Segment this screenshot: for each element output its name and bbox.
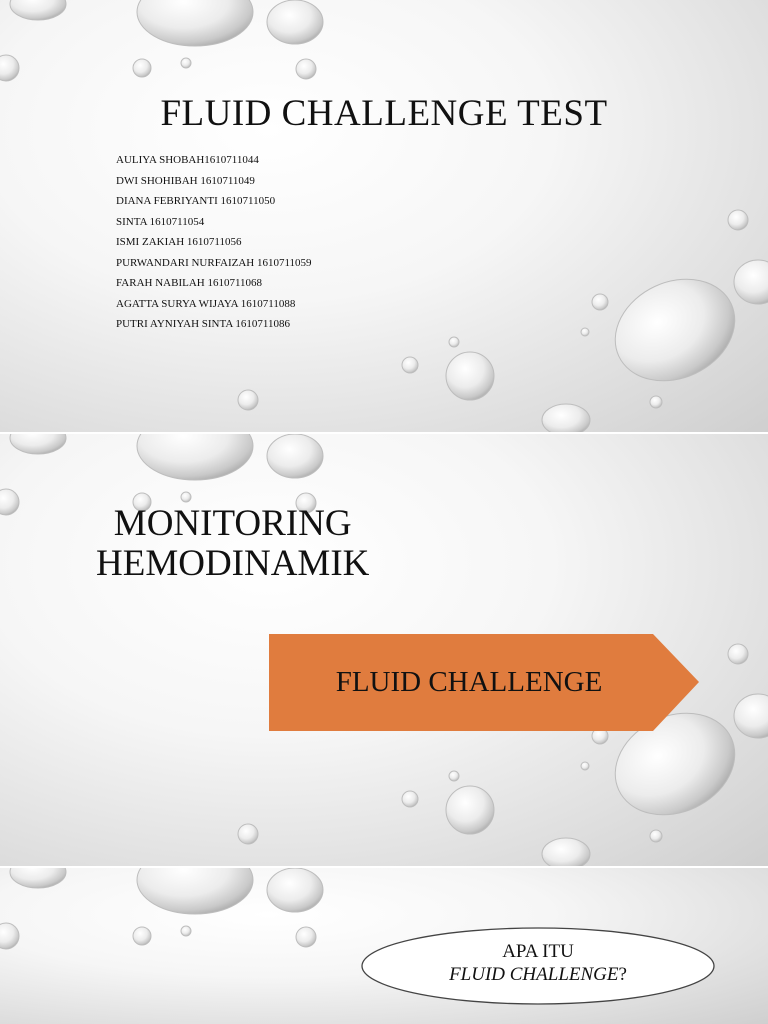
section-title-line: HEMODINAMIK: [96, 543, 370, 584]
bubble-italic: FLUID CHALLENGE: [449, 964, 619, 985]
member-item: ISMI ZAKIAH 1610711056: [116, 236, 242, 248]
bubble-line: APA ITU: [502, 941, 574, 962]
member-item: DWI SHOHIBAH 1610711049: [116, 174, 255, 187]
section-title-line: MONITORING: [113, 503, 352, 544]
member-item: FARAH NABILAH 1610711068: [116, 277, 263, 289]
member-item: PUTRI AYNIYAH SINTA 1610711086: [116, 318, 291, 330]
member-item: AGATTA SURYA WIJAYA 1610711088: [116, 297, 296, 310]
bubble-line: [360, 963, 716, 986]
speech-bubble-text: [360, 940, 716, 986]
slide-monitoring: [0, 434, 768, 866]
presentation-title: FLUID CHALLENGE TEST: [160, 93, 608, 134]
slide-question: [0, 868, 768, 1024]
member-item: SINTA 1610711054: [116, 215, 205, 228]
slide-title: [0, 0, 768, 432]
member-item: AULIYA SHOBAH1610711044: [116, 154, 259, 166]
member-item: PURWANDARI NURFAIZAH 1610711059: [116, 256, 312, 269]
section-title: [96, 504, 369, 584]
bubble-suffix: ?: [618, 964, 627, 985]
member-list: [116, 150, 312, 335]
arrow-label: FLUID CHALLENGE: [335, 666, 603, 698]
member-item: DIANA FEBRIYANTI 1610711050: [116, 195, 276, 207]
